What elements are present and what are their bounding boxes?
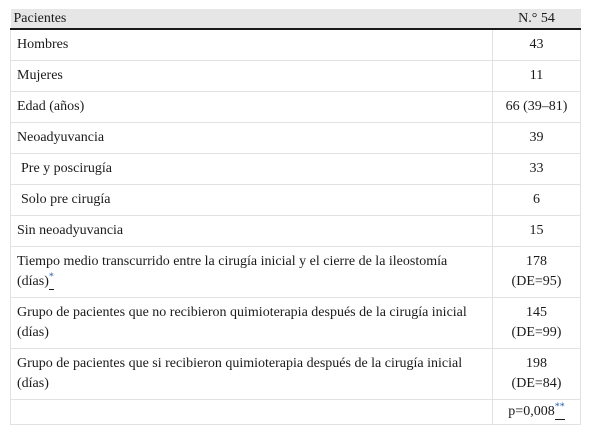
footnote-link[interactable] (554, 401, 565, 420)
table-header-row (11, 9, 581, 29)
row-label: Mujeres (11, 61, 493, 92)
row-value (493, 298, 581, 349)
row-value (493, 400, 581, 425)
header-value: N.° 54 (493, 9, 581, 29)
table-row (11, 349, 581, 400)
table-row (11, 185, 581, 216)
table-row (11, 123, 581, 154)
footnote-link[interactable] (48, 271, 54, 290)
row-label: Grupo de pacientes que si recibieron quimioterapia después de la cirugía inicial (días) (11, 349, 493, 400)
row-label: Neoadyuvancia (11, 123, 493, 154)
row-value: 33 (493, 154, 581, 185)
row-value-mean: 198 (526, 356, 547, 371)
row-label: Hombres (11, 29, 493, 61)
row-label: Edad (años) (11, 92, 493, 123)
header-label: Pacientes (11, 9, 493, 29)
row-value: 39 (493, 123, 581, 154)
row-label (11, 400, 493, 425)
footnote-marker: ** (554, 401, 565, 413)
row-label: Solo pre cirugía (11, 185, 493, 216)
table-row (11, 92, 581, 123)
row-value: 11 (493, 61, 581, 92)
p-value: p=0,008 (508, 404, 555, 419)
row-value-mean: 145 (526, 305, 547, 320)
row-value (493, 349, 581, 400)
row-label-text: Tiempo medio transcurrido entre la cirugía inicial y el cierre de la ileostomía (días) (17, 254, 448, 289)
row-label: Sin neoadyuvancia (11, 216, 493, 247)
patients-table (10, 9, 581, 425)
row-label: Grupo de pacientes que no recibieron quimioterapia después de la cirugía inicial (días) (11, 298, 493, 349)
row-label: Pre y poscirugía (11, 154, 493, 185)
table-row (11, 61, 581, 92)
row-value: 43 (493, 29, 581, 61)
row-value: 6 (493, 185, 581, 216)
row-value (493, 247, 581, 298)
row-label (11, 247, 493, 298)
row-value-sd: (DE=99) (511, 325, 562, 340)
footnote-marker: * (48, 271, 54, 283)
row-value-sd: (DE=84) (511, 376, 562, 391)
table-row (11, 400, 581, 425)
patients-table-container (10, 9, 580, 425)
row-value-sd: (DE=95) (511, 274, 562, 289)
row-value-mean: 178 (526, 254, 547, 269)
table-row (11, 29, 581, 61)
table-row (11, 216, 581, 247)
table-row (11, 247, 581, 298)
table-row (11, 298, 581, 349)
table-row (11, 154, 581, 185)
row-value: 66 (39–81) (493, 92, 581, 123)
row-value: 15 (493, 216, 581, 247)
